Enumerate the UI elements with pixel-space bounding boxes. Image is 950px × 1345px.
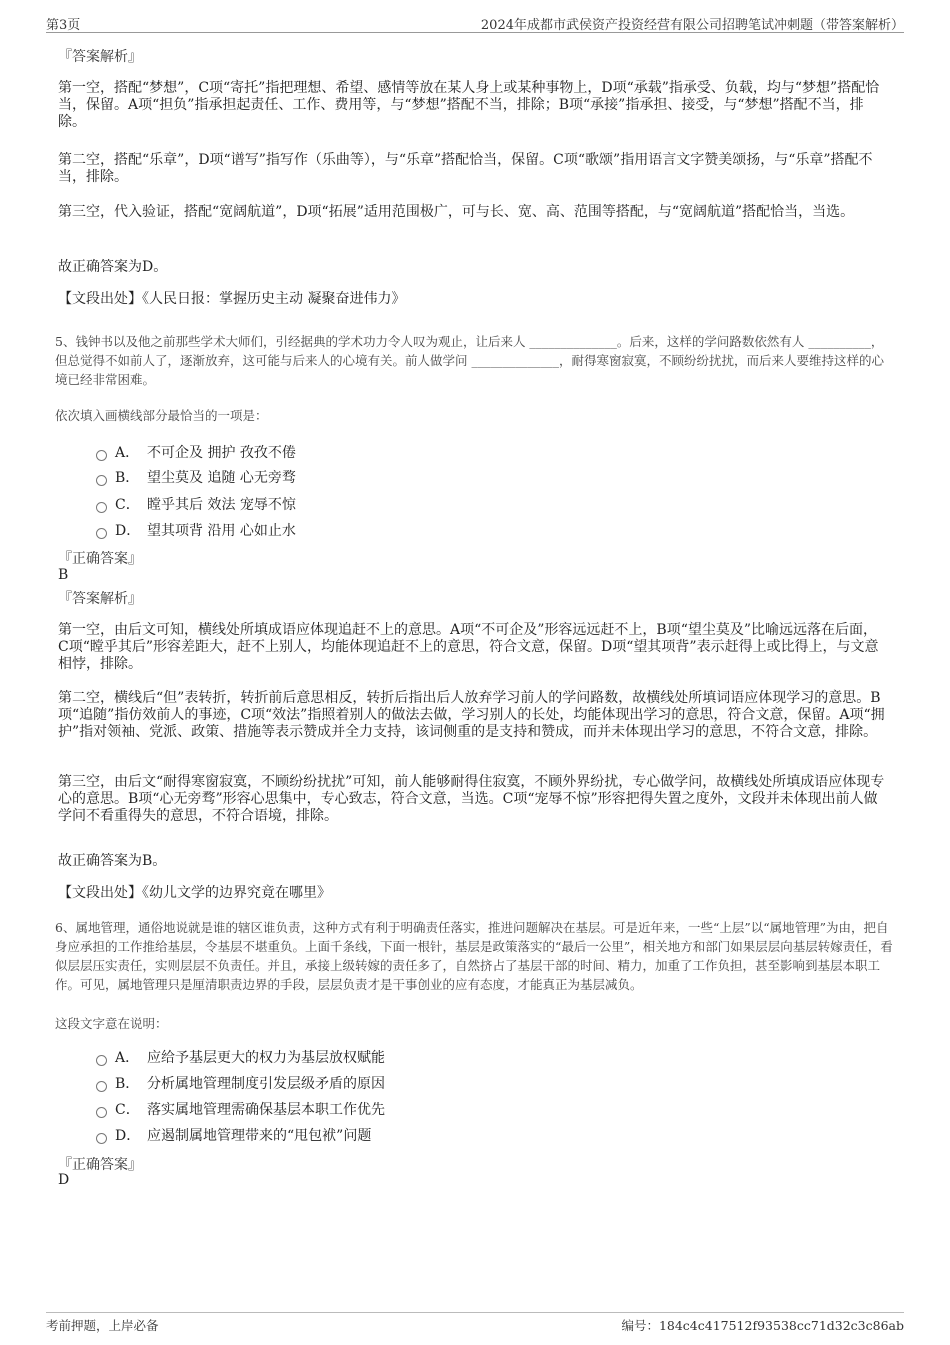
- page-number: 第3页: [46, 18, 81, 33]
- option-c[interactable]: C． 瞠乎其后 效法 宠辱不惊: [96, 494, 296, 514]
- option-d[interactable]: D． 望其项背 沿用 心如止水: [96, 520, 296, 540]
- correct-answer-label: 『正确答案』: [58, 1157, 142, 1173]
- document-title: 2024年成都市武侯资产投资经营有限公司招聘笔试冲刺题（带答案解析）: [480, 18, 904, 33]
- analysis-paragraph: 第三空，由后文“耐得寒窗寂寞，不顾纷纷扰扰”可知，前人能够耐得住寂寞，不顾外界纷扰，专心做学问，故横线处所填成语应体现专心的意思。B项“心无旁骛”形容心思集中，专心致志，符合文意，当选。C项“宠辱不惊”形容把得失置之度外，文段并未体现出前人做学问不看重得失的意思，不符合语境，排除。: [58, 774, 885, 824]
- option-a[interactable]: A． 不可企及 拥护 孜孜不倦: [96, 442, 296, 462]
- page-header: [46, 12, 904, 33]
- page-footer: [46, 1312, 904, 1333]
- analysis-paragraph: 第一空，由后文可知，横线处所填成语应体现追赶不上的意思。A项“不可企及”形容远远赶不上，B项“望尘莫及”比喻远远落在后面，C项“瞠乎其后”形容差距大，赶不上别人，均能体现追赶不上的意思，符合文意，保留。D项“望其项背”表示赶得上或比得上，与文意相悖，排除。: [58, 622, 879, 672]
- question-prompt: 依次填入画横线部分最恰当的一项是：: [55, 408, 268, 423]
- analysis-paragraph: 第三空，代入验证，搭配“宽阔航道”，D项“拓展”适用范围极广，可与长、宽、高、范围等搭配，与“宽阔航道”搭配恰当，当选。: [58, 204, 855, 220]
- correct-answer-label: 『正确答案』: [58, 551, 142, 567]
- analysis-label: 『答案解析』: [58, 591, 142, 607]
- question-prompt: 这段文字意在说明：: [55, 1016, 168, 1031]
- option-b[interactable]: B． 分析属地管理制度引发层级矛盾的原因: [96, 1073, 385, 1093]
- question-stem: 6、属地管理，通俗地说就是谁的辖区谁负责，这种方式有利于明确责任落实，推进问题解决在基层。可是近年来，一些“上层”以“属地管理”为由，把自身应承担的工作推给基层，令基层不堪重负。上面千条线，下面一根针，基层是政策落实的“最后一公里”，相关地方和部门如果层层向基层转嫁责任，看似层层压实责任，实则层层不负责任。并且，承接上级转嫁的责任多了，自然挤占了基层干部的时间、精力，加重了工作负担，甚至影响到基层本职工作。可见，属地管理只是厘清职责边界的手段，层层负责才是干事创业的应有态度，才能真正为基层减负。: [55, 920, 893, 992]
- radio-icon[interactable]: [96, 475, 107, 486]
- radio-icon[interactable]: [96, 450, 107, 461]
- source-citation: 【文段出处】《人民日报：掌握历史主动 凝聚奋进伟力》: [58, 291, 406, 307]
- analysis-paragraph: 第二空，横线后“但”表转折，转折前后意思相反，转折后指出后人放弃学习前人的学问路数，故横线处所填词语应体现学习的意思。B项“追随”指仿效前人的事迹，C项“效法”指照着别人的做法去做，学习别人的长处，均能体现出学习的意思，符合文意，保留。A项“拥护”指对领袖、党派、政策、措施等表示赞成并全力支持，该词侧重的是支持和赞成，而并未体现出学习的意思，不符合文意，排除。: [58, 690, 885, 740]
- radio-icon[interactable]: [96, 528, 107, 539]
- option-d[interactable]: D． 应遏制属地管理带来的“甩包袱”问题: [96, 1125, 371, 1145]
- option-b[interactable]: B． 望尘莫及 追随 心无旁骛: [96, 467, 296, 487]
- option-a[interactable]: A． 应给予基层更大的权力为基层放权赋能: [96, 1047, 385, 1067]
- analysis-paragraph: 第一空，搭配“梦想”，C项“寄托”指把理想、希望、感情等放在某人身上或某种事物上，D项“承载”指承受、负载，均与“梦想”搭配恰当，保留。A项“担负”指承担起责任、工作、费用等，与“梦想”搭配不当，排除；B项“承接”指承担、接受，与“梦想”搭配不当，排除。: [58, 80, 880, 130]
- option-c[interactable]: C． 落实属地管理需确保基层本职工作优先: [96, 1099, 385, 1119]
- source-citation: 【文段出处】《幼儿文学的边界究竟在哪里》: [58, 885, 331, 901]
- conclusion: 故正确答案为B。: [58, 853, 167, 869]
- analysis-paragraph: 第二空，搭配“乐章”，D项“谱写”指写作（乐曲等），与“乐章”搭配恰当，保留。C项“歌颂”指用语言文字赞美颂扬，与“乐章”搭配不当，排除。: [58, 152, 873, 185]
- document-id: 编号：184c4c417512f93538cc71d32c3c86ab: [621, 1318, 904, 1333]
- correct-answer: D: [58, 1172, 70, 1188]
- analysis-label: 『答案解析』: [58, 49, 142, 65]
- radio-icon[interactable]: [96, 1055, 107, 1066]
- correct-answer: B: [58, 567, 69, 583]
- footer-slogan: 考前押题，上岸必备: [46, 1318, 159, 1333]
- question-stem: 5、钱钟书以及他之前那些学术大师们，引经据典的学术功力令人叹为观止，让后来人 ______________。后来，这样的学问路数依然有人 __________，但总觉得不如前人了，逐渐放弃，这可能与后来人的心境有关。前人做学问 ______________，耐得寒窗寂寞，不顾纷纷扰扰，而后来人要维持这样的心境已经非常困难。: [55, 334, 884, 387]
- radio-icon[interactable]: [96, 502, 107, 513]
- conclusion: 故正确答案为D。: [58, 259, 168, 275]
- radio-icon[interactable]: [96, 1081, 107, 1092]
- radio-icon[interactable]: [96, 1133, 107, 1144]
- radio-icon[interactable]: [96, 1107, 107, 1118]
